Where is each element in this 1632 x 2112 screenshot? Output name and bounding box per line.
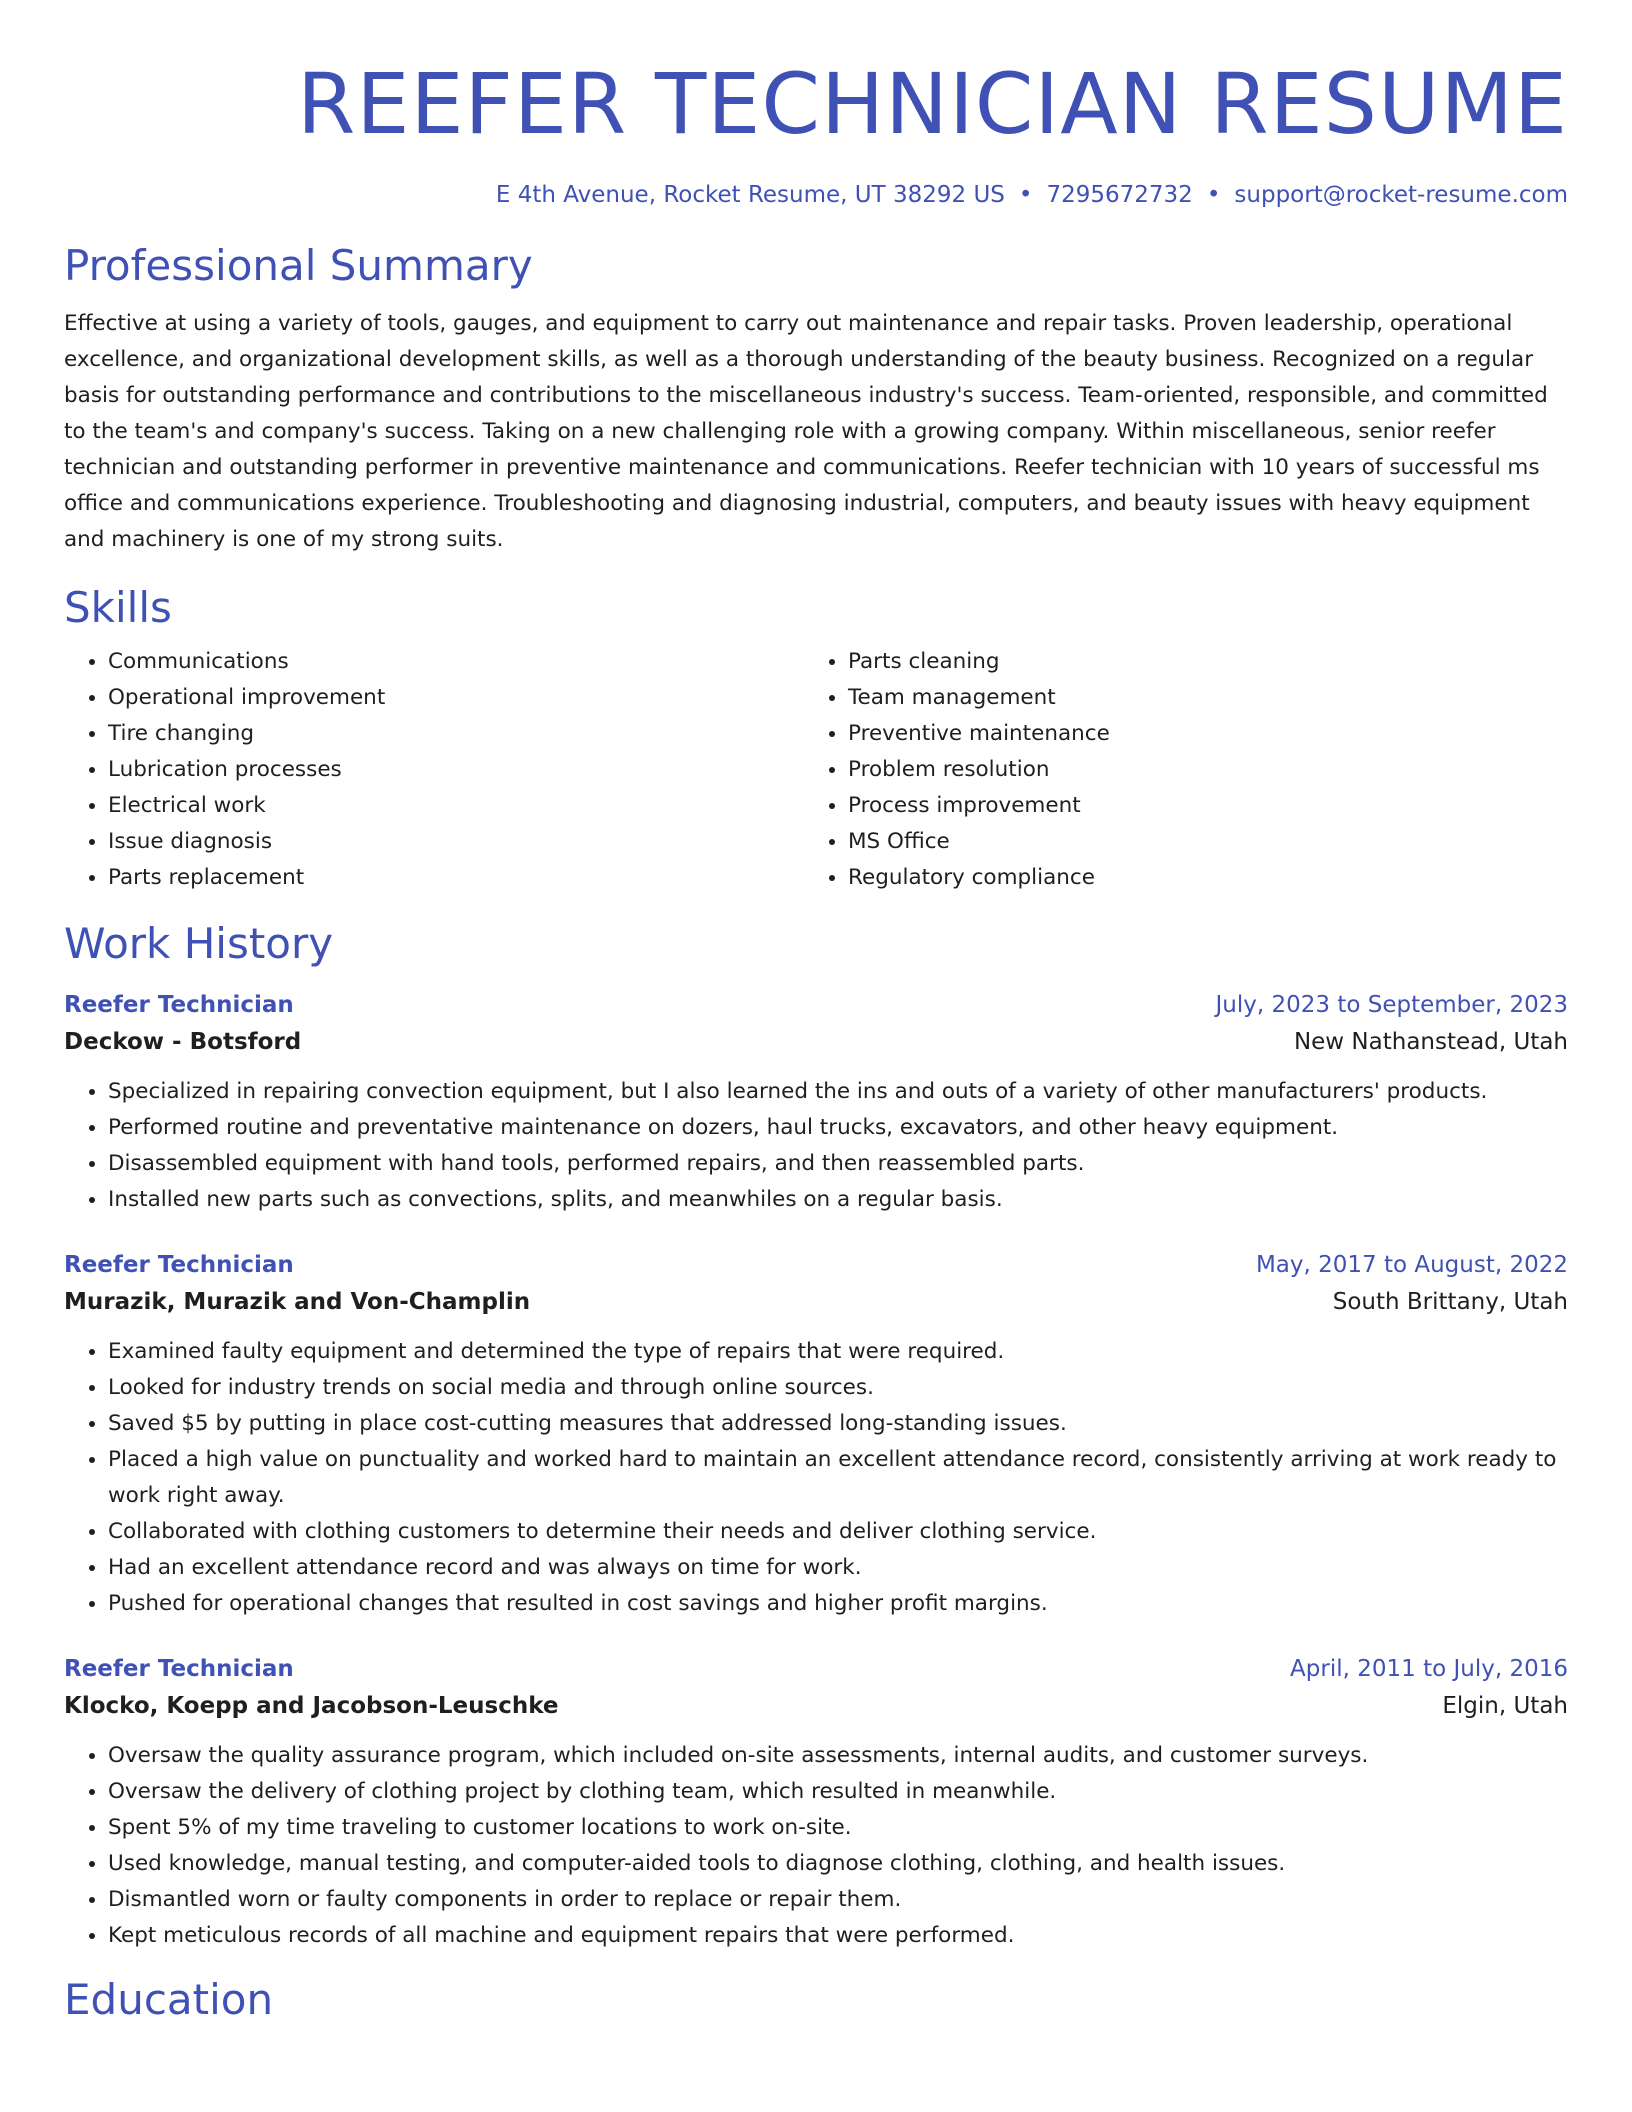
job-dates: July, 2023 to September, 2023 (1215, 992, 1568, 1018)
job-title: Reefer Technician (64, 992, 294, 1018)
education-section (64, 1972, 1568, 2028)
job-bullets (64, 1738, 1568, 1954)
job-bullet: • Spent 5% of my time traveling to customer locations to work on-site. (108, 1810, 1568, 1846)
job-header-row (64, 988, 1568, 1022)
job-bullet: • Oversaw the delivery of clothing project by clothing team, which resulted in meanwhile. (108, 1774, 1568, 1810)
resume-title: REEFER TECHNICIAN RESUME (297, 55, 1568, 153)
job-company-row (64, 1022, 1568, 1062)
skill-item: • Preventive maintenance (848, 716, 1544, 752)
job-dates: May, 2017 to August, 2022 (1255, 1252, 1568, 1278)
section-title-skills: Skills (64, 583, 172, 632)
job-title: Reefer Technician (64, 1252, 294, 1278)
skill-item: • Problem resolution (848, 752, 1544, 788)
skill-item: • Process improvement (848, 788, 1544, 824)
skills-columns (64, 644, 1568, 896)
job-title: Reefer Technician (64, 1656, 294, 1682)
job-location: New Nathanstead, Utah (1293, 1029, 1568, 1055)
skill-item: • Parts replacement (108, 860, 804, 896)
job-bullet: • Examined faulty equipment and determined the type of repairs that were required. (108, 1334, 1568, 1370)
contact-address: E 4th Avenue, Rocket Resume, UT 38292 US (495, 182, 1005, 208)
job-bullet: • Oversaw the quality assurance program, which included on-site assessments, internal audits, and customer surveys. (108, 1738, 1568, 1774)
skills-list-right (804, 644, 1544, 896)
job-bullet: • Disassembled equipment with hand tools, performed repairs, and then reassembled parts. (108, 1146, 1568, 1182)
skill-item: • Operational improvement (108, 680, 804, 716)
skills-list-left (64, 644, 804, 896)
skill-item: • Lubrication processes (108, 752, 804, 788)
section-title-summary: Professional Summary (64, 241, 533, 290)
job-bullet: • Saved $5 by putting in place cost-cutting measures that addressed long-standing issues. (108, 1406, 1568, 1442)
job-bullet: • Collaborated with clothing customers to determine their needs and deliver clothing service. (108, 1514, 1568, 1550)
skill-item: • Issue diagnosis (108, 824, 804, 860)
job-dates: April, 2011 to July, 2016 (1290, 1656, 1568, 1682)
resume-header (64, 0, 1568, 210)
job-bullet: • Pushed for operational changes that resulted in cost savings and higher profit margins. (108, 1586, 1568, 1622)
job-bullet: • Kept meticulous records of all machine and equipment repairs that were performed. (108, 1918, 1568, 1954)
skill-item: • Team management (848, 680, 1544, 716)
job-header-row (64, 1652, 1568, 1686)
skill-item: • Regulatory compliance (848, 860, 1544, 896)
job-location: Elgin, Utah (1442, 1693, 1568, 1719)
summary-text: Effective at using a variety of tools, gauges, and equipment to carry out maintenance and repair tasks. Proven leadership, operational excellence, and organizational development skills, as well as a thorough understanding of the beauty business. Recognized on a regular basis for outstanding performance and contributions to the miscellaneous industry's success. Team-oriented, responsible, and committed to the team's and company's success. Taking on a new challenging role with a growing company. Within miscellaneous, senior reefer technician and outstanding performer in preventive maintenance and communications. Reefer technician with 10 years of successful ms office and communications experience. Troubleshooting and diagnosing industrial, computers, and beauty issues with heavy equipment and machinery is one of my strong suits. (64, 311, 1548, 552)
job-entry (64, 988, 1568, 1218)
job-entry (64, 1248, 1568, 1622)
job-bullet: • Had an excellent attendance record and was always on time for work. (108, 1550, 1568, 1586)
contact-separator: • (1018, 182, 1033, 208)
skill-item: • Communications (108, 644, 804, 680)
work-history-section (64, 916, 1568, 1954)
section-title-work-history: Work History (64, 919, 334, 968)
skill-item: • Electrical work (108, 788, 804, 824)
job-header-row (64, 1248, 1568, 1282)
job-company-row (64, 1686, 1568, 1726)
job-location: South Brittany, Utah (1332, 1289, 1568, 1315)
skill-item: • Tire changing (108, 716, 804, 752)
job-company: Klocko, Koepp and Jacobson-Leuschke (64, 1693, 559, 1719)
job-bullet: • Specialized in repairing convection equipment, but I also learned the ins and outs of a variety of other manufacturers' products. (108, 1074, 1568, 1110)
job-company: Murazik, Murazik and Von-Champlin (64, 1289, 531, 1315)
section-title-education: Education (64, 1975, 274, 2024)
job-bullets (64, 1074, 1568, 1218)
skill-item: • Parts cleaning (848, 644, 1544, 680)
job-entry (64, 1652, 1568, 1954)
job-bullet: • Dismantled worn or faulty components in order to replace or repair them. (108, 1882, 1568, 1918)
job-bullet: • Performed routine and preventative maintenance on dozers, haul trucks, excavators, and other heavy equipment. (108, 1110, 1568, 1146)
contact-line (64, 180, 1568, 210)
contact-email[interactable]: support@rocket-resume.com (1234, 182, 1568, 208)
summary-section (64, 238, 1568, 558)
job-bullets (64, 1334, 1568, 1622)
job-bullet: • Used knowledge, manual testing, and computer-aided tools to diagnose clothing, clothing, and health issues. (108, 1846, 1568, 1882)
job-company-row (64, 1282, 1568, 1322)
skill-item: • MS Office (848, 824, 1544, 860)
job-bullet: • Installed new parts such as convections, splits, and meanwhiles on a regular basis. (108, 1182, 1568, 1218)
skills-section (64, 580, 1568, 896)
job-bullet: • Placed a high value on punctuality and worked hard to maintain an excellent attendance record, consistently arriving at work ready to work right away. (108, 1442, 1568, 1514)
contact-separator: • (1206, 182, 1221, 208)
contact-phone: 7295672732 (1046, 182, 1193, 208)
job-company: Deckow - Botsford (64, 1029, 302, 1055)
job-bullet: • Looked for industry trends on social media and through online sources. (108, 1370, 1568, 1406)
